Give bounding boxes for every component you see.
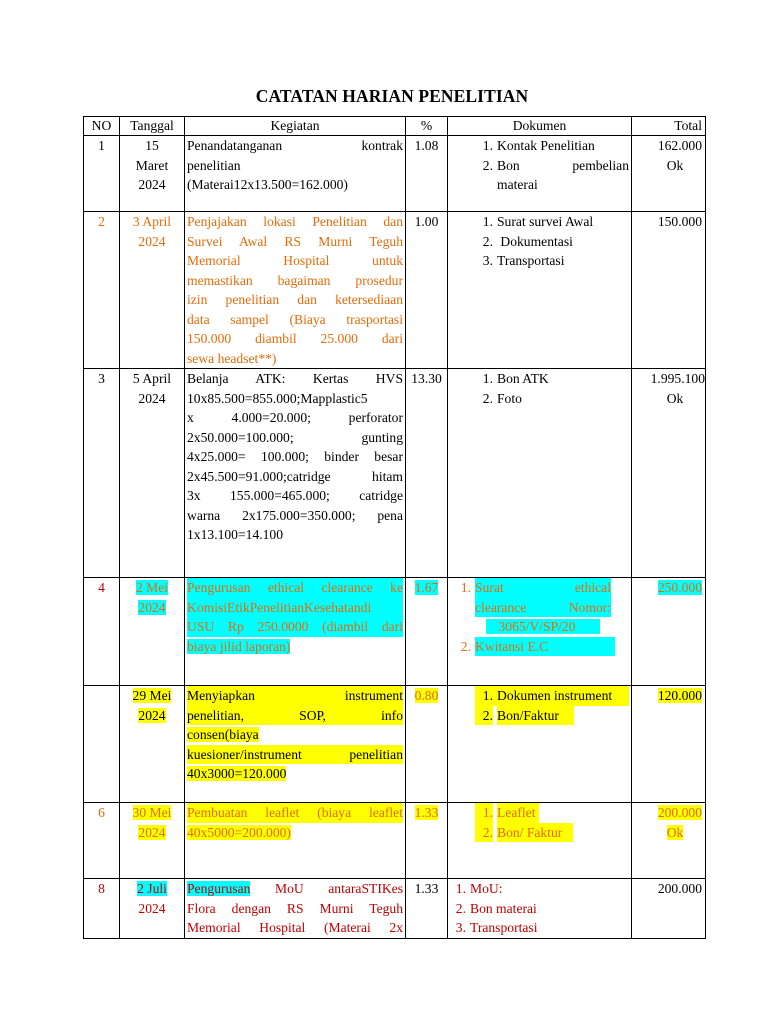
activity-line: 2x45.500=91.000;catridge hitam bbox=[187, 468, 403, 484]
row-percent bbox=[406, 803, 448, 879]
table-row bbox=[84, 369, 706, 578]
row-percent: 1.33 bbox=[406, 879, 448, 939]
list-marker: 1. bbox=[460, 580, 471, 595]
row-activity bbox=[185, 369, 406, 578]
document-item: Kwitansi E.C bbox=[475, 637, 615, 657]
document-item: 3065/V/SP/20 bbox=[486, 619, 599, 634]
activity-line: biaya jilid laporan) bbox=[187, 638, 291, 654]
date-line: 30 Mei bbox=[132, 805, 172, 820]
row-activity bbox=[185, 879, 406, 939]
row-date bbox=[120, 212, 185, 369]
research-log-table bbox=[83, 116, 706, 939]
list-item bbox=[475, 369, 629, 389]
date-line: 5 April bbox=[132, 371, 172, 386]
activity-line: Menyiapkan instrument bbox=[187, 686, 403, 706]
date-line: 2 Juli bbox=[137, 881, 167, 896]
list-item bbox=[453, 578, 629, 637]
row-documents bbox=[448, 136, 632, 212]
row-no: 6 bbox=[84, 803, 120, 879]
list-marker: 1. bbox=[475, 803, 493, 823]
activity-line: kuesioner/instrument penelitian bbox=[187, 745, 403, 765]
list-marker: 2. bbox=[475, 706, 493, 726]
activity-line: Penjajakan lokasi Penelitian dan bbox=[187, 214, 403, 229]
row-percent: 1.00 bbox=[406, 212, 448, 369]
header-dokumen: Dokumen bbox=[448, 117, 632, 136]
document-item: Kontak Penelitian bbox=[497, 138, 595, 153]
list-item bbox=[475, 232, 629, 252]
activity-line: Penandatanganan kontrak bbox=[187, 138, 403, 153]
date-line: 2024 bbox=[138, 177, 166, 192]
row-activity bbox=[185, 686, 406, 803]
total-note: Ok bbox=[666, 390, 684, 406]
document-item: Leaflet bbox=[497, 803, 539, 823]
date-line: 2024 bbox=[138, 900, 166, 916]
row-percent bbox=[406, 578, 448, 686]
activity-line: KomisiEtikPenelitianKesehatandi bbox=[187, 598, 403, 618]
document-list bbox=[475, 803, 629, 842]
document-list bbox=[448, 879, 629, 938]
document-list bbox=[475, 212, 629, 271]
activity-line: Survei Awal RS Murni Teguh bbox=[187, 233, 403, 249]
activity-line: data sampel (Biaya trasportasi bbox=[187, 311, 403, 327]
total-note: Ok bbox=[666, 157, 684, 173]
list-marker: 1. bbox=[455, 881, 466, 896]
date-line: 2024 bbox=[138, 233, 166, 249]
row-date bbox=[120, 879, 185, 939]
list-marker: 2. bbox=[455, 900, 466, 916]
table-row bbox=[84, 803, 706, 879]
document-item: Foto bbox=[497, 390, 522, 406]
activity-line: 40x3000=120.000 bbox=[187, 766, 287, 781]
date-line: 2024 bbox=[138, 390, 166, 406]
document-item: Bon ATK bbox=[497, 371, 549, 386]
document-list bbox=[475, 369, 629, 408]
page-title: CATATAN HARIAN PENELITIAN bbox=[255, 86, 529, 106]
header-no: NO bbox=[84, 117, 120, 136]
percent-value: 0.80 bbox=[414, 688, 439, 703]
activity-line: (Materai12x13.500=162.000) bbox=[187, 177, 348, 192]
activity-line: penelitian bbox=[187, 157, 241, 173]
activity-line: memastikan bagaiman prosedur bbox=[187, 272, 403, 288]
list-item bbox=[475, 251, 629, 271]
document-list bbox=[475, 686, 629, 725]
total-value: 162.000 bbox=[657, 138, 702, 153]
list-item bbox=[448, 899, 629, 919]
activity-line: USU Rp 250.0000 (diambil dari bbox=[187, 617, 403, 637]
list-marker: 3. bbox=[455, 920, 466, 935]
list-item bbox=[475, 156, 629, 195]
header-total: Total bbox=[632, 117, 706, 136]
row-no: 3 bbox=[84, 369, 120, 578]
row-documents bbox=[448, 686, 632, 803]
list-item bbox=[475, 389, 629, 409]
document-item: MoU: bbox=[470, 881, 503, 896]
document-list bbox=[475, 136, 629, 195]
table-row bbox=[84, 136, 706, 212]
row-percent bbox=[406, 686, 448, 803]
document-item: clearance Nomor: bbox=[475, 598, 611, 618]
list-marker: 2. bbox=[482, 157, 493, 173]
row-documents bbox=[448, 578, 632, 686]
activity-line: 40x5000=200.000) bbox=[187, 824, 291, 840]
row-activity bbox=[185, 212, 406, 369]
list-marker: 1. bbox=[482, 138, 493, 153]
row-total bbox=[632, 136, 706, 212]
document-item: Dokumen instrument bbox=[497, 688, 613, 703]
list-item bbox=[453, 637, 629, 657]
list-item bbox=[475, 706, 629, 726]
activity-line: 2x50.000=100.000; gunting bbox=[187, 429, 403, 445]
total-value: 200.000 bbox=[657, 805, 702, 820]
activity-line: 10x85.500=855.000;Mapplastic5 bbox=[187, 390, 368, 406]
document-item: Bon materai bbox=[470, 900, 537, 916]
row-no: 1 bbox=[84, 136, 120, 212]
list-marker: 1. bbox=[482, 214, 493, 229]
row-activity bbox=[185, 578, 406, 686]
document-item: Bon pembelian bbox=[497, 157, 629, 173]
activity-line: Belanja ATK: Kertas HVS bbox=[187, 371, 403, 386]
total-note: Ok bbox=[666, 824, 684, 840]
header-tanggal: Tanggal bbox=[120, 117, 185, 136]
row-total bbox=[632, 369, 706, 578]
date-line: 2024 bbox=[138, 707, 166, 723]
row-percent: 13.30 bbox=[406, 369, 448, 578]
list-marker: 2. bbox=[482, 390, 493, 406]
activity-line: Memorial Hospital (Materai 2x bbox=[187, 920, 403, 935]
list-marker: 1. bbox=[482, 688, 493, 703]
row-total bbox=[632, 686, 706, 803]
table-row bbox=[84, 578, 706, 686]
date-line: 3 April bbox=[132, 214, 172, 229]
list-marker: 2. bbox=[482, 233, 493, 249]
percent-value: 1.67 bbox=[414, 580, 439, 595]
row-total bbox=[632, 879, 706, 939]
row-documents bbox=[448, 879, 632, 939]
activity-line: Pengurusan ethical clearance ke bbox=[187, 578, 403, 598]
row-documents bbox=[448, 803, 632, 879]
row-no: 4 bbox=[84, 578, 120, 686]
activity-line: 150.000 diambil 25.000 dari bbox=[187, 331, 403, 346]
row-total bbox=[632, 578, 706, 686]
header-persen: % bbox=[406, 117, 448, 136]
activity-line: 4x25.000= 100.000; binder besar bbox=[187, 449, 403, 464]
activity-line: Flora dengan RS Murni Teguh bbox=[187, 900, 403, 916]
row-documents bbox=[448, 212, 632, 369]
list-marker: 3. bbox=[482, 253, 493, 268]
date-line: 2 Mei bbox=[135, 580, 169, 595]
table-row bbox=[84, 212, 706, 369]
row-date bbox=[120, 803, 185, 879]
document-item: Transportasi bbox=[497, 253, 565, 268]
document-item: Bon/Faktur bbox=[497, 706, 574, 726]
date-line: 2024 bbox=[138, 599, 166, 615]
document-item: Dokumentasi bbox=[497, 233, 573, 249]
activity-line: Memorial Hospital untuk bbox=[187, 253, 403, 268]
total-value: 120.000 bbox=[657, 688, 702, 703]
activity-line: x 4.000=20.000; perforator bbox=[187, 410, 403, 425]
table-row bbox=[84, 686, 706, 803]
list-item bbox=[475, 686, 629, 706]
row-date bbox=[120, 136, 185, 212]
activity-line: 1x13.100=14.100 bbox=[187, 527, 284, 542]
document-item: Surat survei Awal bbox=[497, 214, 594, 229]
activity-line: sewa headset**) bbox=[187, 350, 277, 366]
activity-line: penelitian, SOP, info bbox=[187, 706, 403, 726]
list-marker: 2. bbox=[460, 638, 471, 654]
document-item: Transportasi bbox=[470, 920, 538, 935]
row-no: 2 bbox=[84, 212, 120, 369]
table-row bbox=[84, 879, 706, 939]
row-total bbox=[632, 212, 706, 369]
total-value: 1.995.100 bbox=[650, 371, 705, 386]
row-no bbox=[84, 686, 120, 803]
document-item: Bon/ Faktur bbox=[497, 823, 573, 843]
document-item: materai bbox=[497, 177, 538, 192]
total-value: 250.000 bbox=[657, 580, 702, 595]
activity-line: consen(biaya bbox=[187, 727, 259, 742]
header-row bbox=[84, 117, 706, 136]
list-item bbox=[448, 918, 629, 938]
document-item: Surat ethical bbox=[475, 578, 611, 598]
list-item bbox=[448, 879, 629, 899]
row-percent: 1.08 bbox=[406, 136, 448, 212]
date-line: 29 Mei bbox=[132, 688, 172, 703]
row-activity bbox=[185, 136, 406, 212]
row-no: 8 bbox=[84, 879, 120, 939]
total-value: 150.000 bbox=[657, 214, 702, 229]
row-total bbox=[632, 803, 706, 879]
activity-line: Pembuatan leaflet (biaya leaflet bbox=[187, 803, 403, 823]
row-date bbox=[120, 369, 185, 578]
list-item bbox=[475, 823, 629, 843]
row-documents bbox=[448, 369, 632, 578]
date-line: 15 bbox=[145, 138, 159, 153]
document-list bbox=[453, 578, 629, 656]
activity-line: izin penelitian dan ketersediaan bbox=[187, 292, 403, 307]
row-date bbox=[120, 578, 185, 686]
activity-line: warna 2x175.000=350.000; pena bbox=[187, 507, 403, 523]
activity-line: Pengurusan bbox=[187, 881, 251, 896]
row-activity bbox=[185, 803, 406, 879]
list-item bbox=[475, 212, 629, 232]
list-marker: 1. bbox=[482, 371, 493, 386]
list-marker: 2. bbox=[475, 823, 493, 843]
total-value: 200.000 bbox=[657, 881, 702, 896]
date-line: 2024 bbox=[138, 824, 166, 840]
list-item bbox=[475, 136, 629, 156]
row-date bbox=[120, 686, 185, 803]
activity-line: MoU antaraSTIKes bbox=[250, 881, 403, 896]
header-kegiatan: Kegiatan bbox=[185, 117, 406, 136]
date-line: Maret bbox=[135, 157, 169, 173]
activity-line: 3x 155.000=465.000; catridge bbox=[187, 488, 403, 503]
percent-value: 1.33 bbox=[414, 805, 439, 820]
list-item bbox=[475, 803, 629, 823]
